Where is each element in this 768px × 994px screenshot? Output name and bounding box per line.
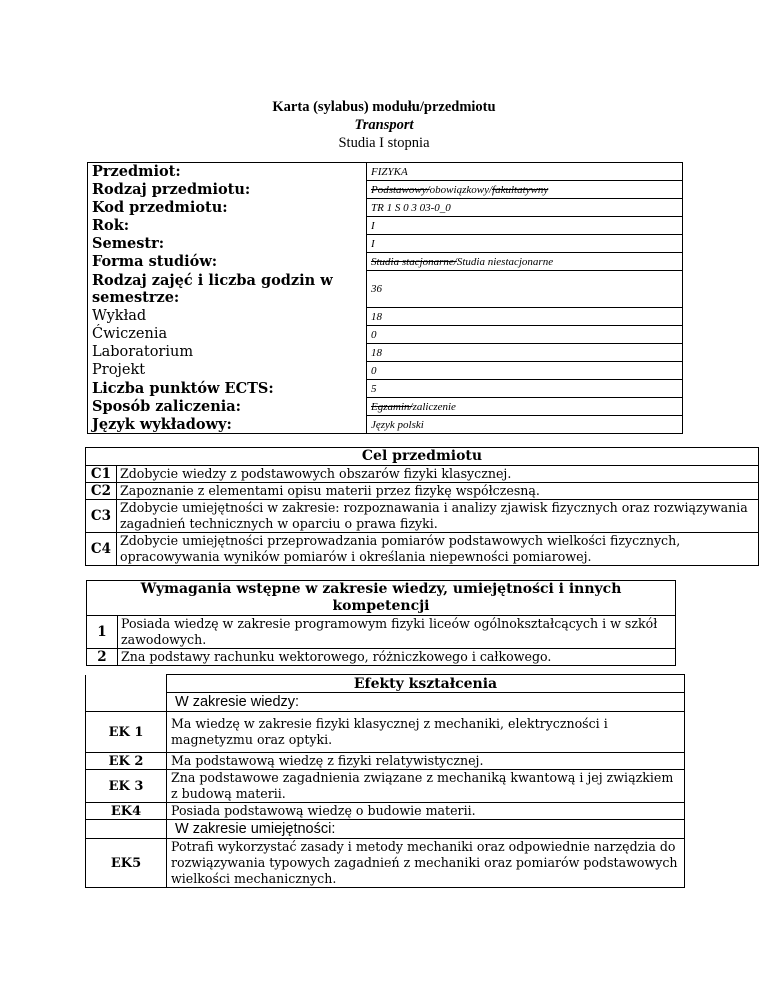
info-label: Projekt: [88, 362, 367, 380]
info-label: Laboratorium: [88, 344, 367, 362]
skills-heading: W zakresie umiejętności:: [167, 820, 685, 839]
outcome-code: EK5: [86, 839, 167, 888]
info-row: [88, 416, 683, 434]
info-label: Przedmiot:: [88, 163, 367, 181]
outcome-text: Ma podstawową wiedzę z fizyki relatywistycznej.: [167, 753, 685, 770]
info-label: Forma studiów:: [88, 253, 367, 271]
info-value: Język polski: [367, 416, 683, 434]
info-value: 5: [367, 380, 683, 398]
info-label: Kod przedmiotu:: [88, 199, 367, 217]
info-value-part: Studia niestacjonarne: [456, 255, 554, 268]
outcome-text: Zna podstawowe zagadnienia związane z mechaniką kwantową i jej związkiem z budową materii.: [167, 770, 685, 803]
goal-row-text: Zdobycie umiejętności przeprowadzania pomiarów podstawowych wielkości fizycznych, opracowywania wyników pomiarów i określania niepewności pomiarowej.: [117, 533, 759, 566]
outcomes-code-column: [86, 693, 167, 712]
goal-row: [86, 533, 759, 566]
outcomes-code-column: [86, 675, 167, 693]
info-row: [88, 199, 683, 217]
info-value: [367, 398, 683, 416]
info-row: [88, 362, 683, 380]
info-label: Liczba punktów ECTS:: [88, 380, 367, 398]
info-label: Rok:: [88, 217, 367, 235]
info-row: [88, 253, 683, 271]
goal-row-code: C1: [86, 466, 117, 483]
info-value: I: [367, 235, 683, 253]
info-row: [88, 217, 683, 235]
course-goals-table: [85, 447, 759, 566]
requirement-row-text: Posiada wiedzę w zakresie programowym fizyki liceów ogólnokształcących i w szkół zawodowych.: [118, 616, 676, 649]
goal-row: [86, 466, 759, 483]
requirement-row: [87, 649, 676, 666]
requirement-row: [87, 616, 676, 649]
outcome-row: [86, 770, 685, 803]
info-label: Wykład: [88, 308, 367, 326]
info-value: 0: [367, 362, 683, 380]
outcome-text: Ma wiedzę w zakresie fizyki klasycznej z mechaniki, elektryczności i magnetyzmu oraz optyki.: [167, 712, 685, 753]
requirement-row-code: 1: [87, 616, 118, 649]
info-value: [367, 253, 683, 271]
info-row: [88, 380, 683, 398]
info-value: 36: [367, 271, 683, 308]
info-label: Semestr:: [88, 235, 367, 253]
subject-name: Transport: [354, 117, 414, 133]
info-row: [88, 326, 683, 344]
info-value: [367, 181, 683, 199]
outcome-code: EK 3: [86, 770, 167, 803]
goal-row-text: Zdobycie umiejętności w zakresie: rozpoznawania i analizy zjawisk fizycznych oraz rozwiązywania zagadnień technicznych w oparciu o prawa fizyki.: [117, 500, 759, 533]
outcome-text: Posiada podstawową wiedzę o budowie materii.: [167, 803, 685, 820]
info-row: [88, 398, 683, 416]
info-value-part: Egzamin/: [371, 400, 413, 413]
goal-row-code: C3: [86, 500, 117, 533]
info-value-part: Podstawowy/: [371, 183, 430, 196]
info-label: Ćwiczenia: [88, 326, 367, 344]
goal-row: [86, 500, 759, 533]
info-value: 18: [367, 344, 683, 362]
requirement-row-text: Zna podstawy rachunku wektorowego, różniczkowego i całkowego.: [118, 649, 676, 666]
outcome-row: [86, 839, 685, 888]
info-label: Rodzaj przedmiotu:: [88, 181, 367, 199]
info-label: Język wykładowy:: [88, 416, 367, 434]
goal-row-code: C2: [86, 483, 117, 500]
outcome-row: [86, 753, 685, 770]
learning-outcomes-table: [85, 674, 685, 888]
outcome-code: EK 1: [86, 712, 167, 753]
info-value-part: fakultatywny: [492, 183, 549, 196]
goal-row-code: C4: [86, 533, 117, 566]
info-row: [88, 163, 683, 181]
goal-row: [86, 483, 759, 500]
outcomes-heading: Efekty kształcenia: [167, 675, 685, 693]
info-value-part: obowiązkowy/: [429, 183, 493, 196]
document-header: [0, 98, 768, 152]
info-row: [88, 271, 683, 308]
requirements-table: [86, 580, 676, 666]
info-row: [88, 235, 683, 253]
goals-heading: Cel przedmiotu: [86, 448, 759, 466]
info-label: Rodzaj zajęć i liczba godzin w semestrze:: [88, 271, 367, 308]
outcome-code: EK 2: [86, 753, 167, 770]
info-label: Sposób zaliczenia:: [88, 398, 367, 416]
knowledge-heading: W zakresie wiedzy:: [167, 693, 685, 712]
info-value-part: zaliczenie: [412, 400, 456, 413]
requirements-heading: Wymagania wstępne w zakresie wiedzy, umiejętności i innych kompetencji: [87, 581, 676, 616]
info-row: [88, 308, 683, 326]
course-info-table: [87, 162, 683, 434]
info-row: [88, 344, 683, 362]
info-value: FIZYKA: [367, 163, 683, 181]
outcome-code: EK4: [86, 803, 167, 820]
outcomes-code-column: [86, 820, 167, 839]
skills-heading-row: [86, 820, 685, 839]
info-value: I: [367, 217, 683, 235]
info-value-part: Studia stacjonarne/: [371, 255, 457, 268]
study-level: Studia I stopnia: [338, 135, 430, 151]
info-value: 18: [367, 308, 683, 326]
outcome-text: Potrafi wykorzystać zasady i metody mechaniki oraz odpowiednie narzędzia do rozwiązywania typowych zagadnień z mechaniki oraz pomiarów podstawowych wielkości mechanicznych.: [167, 839, 685, 888]
info-value: 0: [367, 326, 683, 344]
goal-row-text: Zapoznanie z elementami opisu materii przez fizykę współczesną.: [117, 483, 759, 500]
outcome-row: [86, 803, 685, 820]
goal-row-text: Zdobycie wiedzy z podstawowych obszarów fizyki klasycznej.: [117, 466, 759, 483]
info-row: [88, 181, 683, 199]
document-title: Karta (sylabus) modułu/przedmiotu: [272, 99, 496, 115]
info-value: TR 1 S 0 3 03-0_0: [367, 199, 683, 217]
outcome-row: [86, 712, 685, 753]
requirement-row-code: 2: [87, 649, 118, 666]
